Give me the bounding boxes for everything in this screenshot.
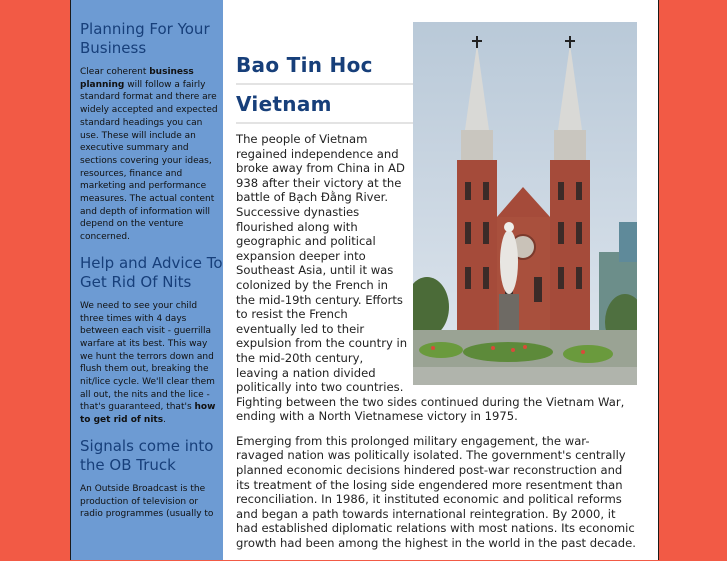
sidebar	[71, 0, 223, 560]
sidebar-text-part: We need to see your child three times with 4 days between each visit - guerrilla warfare at its best. This way we hunt the terrors down and flush them out, breaking the nit/lice cycle. We'll clear them all out, the nits and the lice - that's guaranteed, that's	[80, 300, 215, 413]
article-body	[236, 132, 636, 561]
page-title-line-2: Vietnam	[236, 92, 414, 124]
sidebar-text	[80, 300, 220, 427]
sidebar-heading: Signals come into the OB Truck	[80, 436, 214, 474]
sidebar-text-part: will follow a fairly standard format and there are widely accepted and expected standard headings you can use. These will include an executive summary and sections covering your ideas, resources, finance and marketing and performance measures. The actual content and depth of information will depend on the venture concerned.	[80, 79, 218, 243]
sidebar-text-part: An Outside Broadcast is the production of television or radio programmes (usually to	[80, 483, 214, 520]
sidebar-section	[80, 254, 223, 427]
sidebar-link[interactable]: how to get rid of nits	[80, 402, 216, 426]
sidebar-section	[80, 20, 223, 244]
sidebar-heading: Help and Advice To Get Rid Of Nits	[80, 253, 223, 291]
sidebar-heading: Planning For Your Business	[80, 20, 210, 57]
sidebar-text-part: Clear coherent	[80, 67, 150, 77]
article-paragraph: The people of Vietnam regained independence and broke away from China in AD 938 after their victory at the battle of Bạch Đằng River. Successive dynasties flourished along with geographic and political expansion deeper into Southeast Asia, until it was colonized by the French in the mid-19th century. Efforts to resist the French eventually led to their expulsion from the country in the mid-20th century, leaving a nation divided politically into two countries. Fighting between the two sides continued during the Vietnam War, ending with a North Vietnamese victory in 1975.	[236, 132, 625, 424]
sidebar-text-part: .	[163, 415, 166, 426]
sidebar-text	[80, 483, 220, 521]
sidebar-link[interactable]: business planning	[80, 67, 194, 90]
page-title-line-1: Bao Tin Hoc	[236, 53, 414, 85]
image-spacer	[408, 132, 636, 387]
sidebar-text	[80, 66, 220, 244]
article-paragraph: Emerging from this prolonged military engagement, the war-ravaged nation was politically isolated. The government's centrally planned economic decisions hindered post-war reconstruction and its treatment of the losing side engendered more resentment than reconciliation. In 1986, it instituted economic and political reforms and began a path towards international reintegration. By 2000, it had established diplomatic relations with most nations. Its economic growth had been among the highest in the world in the past decade.	[236, 433, 636, 551]
sidebar-section	[80, 437, 223, 521]
